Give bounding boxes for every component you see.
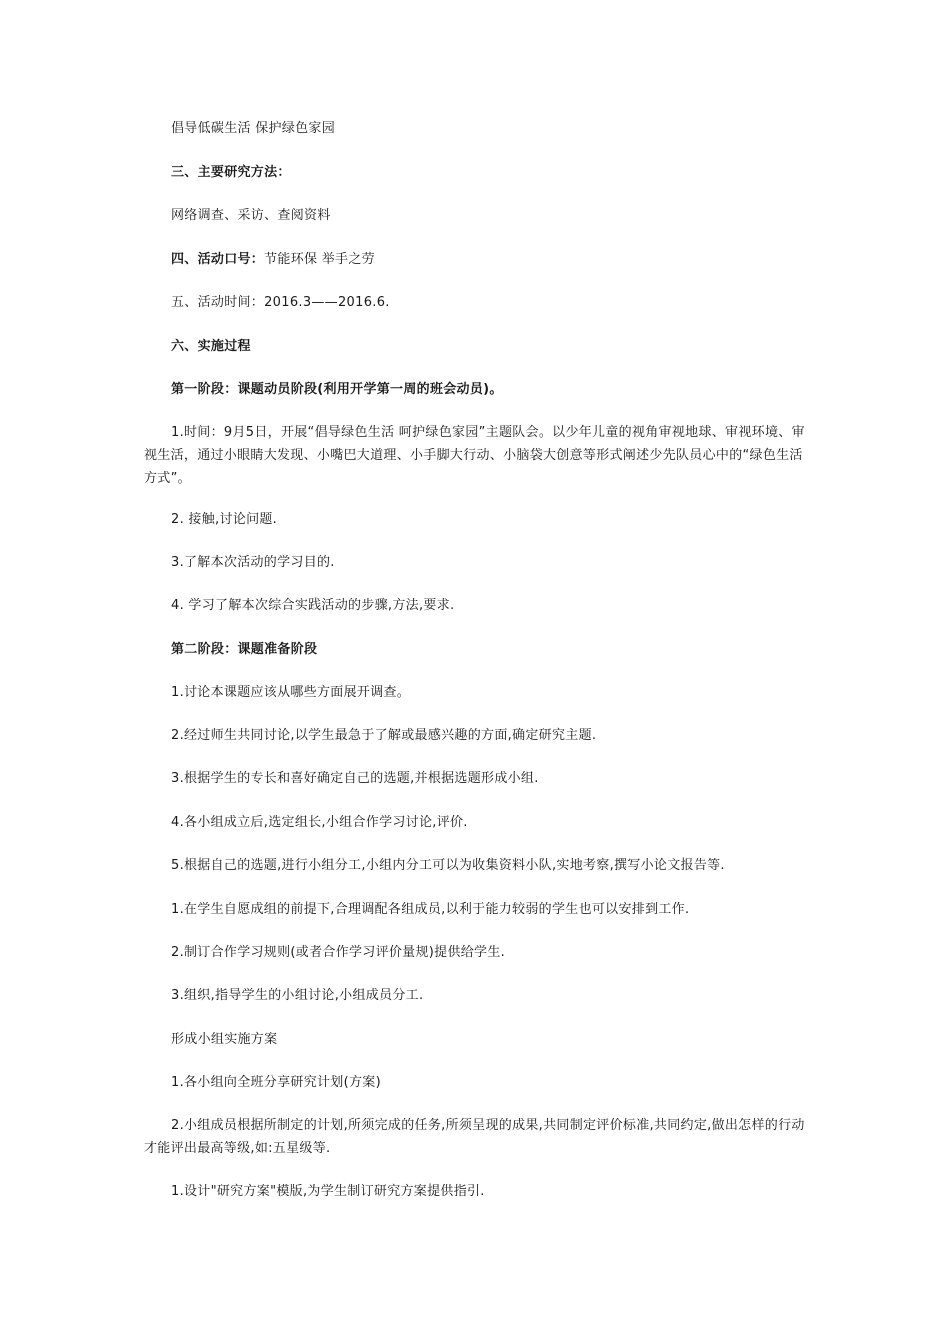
grouping-item-1: 1.在学生自愿成组的前提下,合理调配各组成员,以利于能力较弱的学生也可以安排到工作.: [171, 902, 690, 917]
theme-line: 倡导低碳生活 保护绿色家园: [171, 121, 336, 136]
stage-one-item-2: 2. 接触,讨论问题.: [171, 512, 278, 527]
stage-one-item-3: 3.了解本次活动的学习目的.: [171, 555, 335, 570]
section-heading-slogan: 四、活动口号：: [171, 252, 265, 267]
methods-text: 网络调查、采访、查阅资料: [171, 208, 331, 223]
stage-two-item-2: 2.经过师生共同讨论,以学生最急于了解或最感兴趣的方面,确定研究主题.: [171, 728, 597, 743]
stage-two-item-1: 1.讨论本课题应该从哪些方面展开调查。: [171, 685, 411, 700]
stage-two-item-4: 4.各小组成立后,选定组长,小组合作学习讨论,评价.: [171, 815, 468, 830]
activity-time-line: 五、活动时间：2016.3——2016.6.: [171, 295, 390, 310]
stage-one-item-1: 1.时间：9月5日，开展“倡导绿色生活 呵护绿色家园”主题队会。以少年儿童的视角审视地球、审视环境、审视生活，通过小眼睛大发现、小嘴巴大道理、小手脚大行动、小脑袋大创意等形式阐述少先队员心中的“绿色生活方式”。: [144, 425, 805, 486]
template-item-1: 1.设计"研究方案"模版,为学生制订研究方案提供指引.: [171, 1184, 485, 1199]
stage-one-heading: 第一阶段：课题动员阶段(利用开学第一周的班会动员)。: [171, 382, 503, 397]
group-plan-item-2: 2.小组成员根据所制定的计划,所须完成的任务,所须呈现的成果,共同制定评价标准,共同约定,做出怎样的行动才能评出最高等级,如:五星级等.: [144, 1118, 805, 1156]
group-plan-heading: 形成小组实施方案: [171, 1032, 278, 1047]
stage-one-item-4: 4. 学习了解本次综合实践活动的步骤,方法,要求.: [171, 598, 455, 613]
stage-two-item-5: 5.根据自己的选题,进行小组分工,小组内分工可以为收集资料小队,实地考察,撰写小论文报告等.: [171, 858, 725, 873]
stage-two-item-3: 3.根据学生的专长和喜好确定自己的选题,并根据选题形成小组.: [171, 771, 539, 786]
section-heading-process: 六、实施过程: [171, 339, 251, 354]
slogan-text: 节能环保 举手之劳: [264, 252, 375, 267]
slogan-line: [171, 248, 375, 271]
group-plan-item-1: 1.各小组向全班分享研究计划(方案): [171, 1075, 381, 1090]
grouping-item-2: 2.制订合作学习规则(或者合作学习评价量规)提供给学生.: [171, 945, 506, 960]
grouping-item-3: 3.组织,指导学生的小组讨论,小组成员分工.: [171, 988, 424, 1003]
stage-two-heading: 第二阶段：课题准备阶段: [171, 642, 318, 657]
section-heading-methods: 三、主要研究方法：: [171, 165, 291, 180]
